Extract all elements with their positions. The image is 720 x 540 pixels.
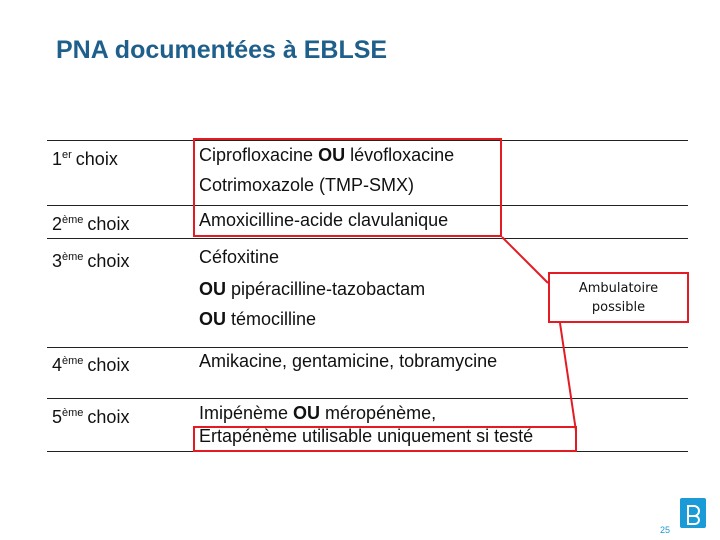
- choice-word: choix: [75, 149, 118, 169]
- treatment-text: Céfoxitine: [199, 247, 280, 267]
- treatment-text: Cotrimoxazole (TMP-SMX): [199, 175, 415, 195]
- brand-logo-icon: [680, 498, 706, 528]
- callout-line: possible: [591, 300, 646, 315]
- choice-word: choix: [87, 355, 130, 375]
- treatment-text: Amikacine, gentamicine, tobramycine: [199, 351, 498, 371]
- choice-ordinal-suffix: er: [62, 149, 72, 161]
- ambulatory-callout: [548, 272, 689, 323]
- treatment-or: OU: [318, 145, 346, 165]
- page-number: 25: [660, 525, 671, 535]
- treatment-text: Imipénème: [199, 403, 294, 423]
- treatment-text: lévofloxacine: [345, 145, 455, 165]
- treatment-or: OU: [199, 309, 226, 329]
- choice-number: 3: [52, 251, 63, 271]
- treatment-or: OU: [293, 403, 321, 423]
- choice-number: 4: [52, 355, 63, 375]
- treatment-text: Ciprofloxacine: [199, 145, 319, 165]
- treatment-text: témocilline: [226, 309, 317, 329]
- choice-number: 2: [52, 214, 63, 234]
- choice-ordinal-suffix: ème: [62, 251, 84, 263]
- treatment-text: Amoxicilline-acide clavulanique: [199, 210, 449, 230]
- callout-line: Ambulatoire: [578, 281, 659, 296]
- treatment-text: méropénème,: [320, 403, 437, 423]
- choice-ordinal-suffix: ème: [62, 407, 84, 419]
- choice-word: choix: [87, 251, 130, 271]
- treatment-text: pipéracilline-tazobactam: [226, 279, 426, 299]
- treatment-or: OU: [199, 279, 226, 299]
- choice-ordinal-suffix: ème: [62, 214, 84, 226]
- page-title: PNA documentées à EBLSE: [56, 36, 388, 64]
- choice-number: 5: [52, 407, 63, 427]
- treatment-text: Ertapénème utilisable uniquement si testé: [199, 426, 534, 446]
- choice-ordinal-suffix: ème: [62, 355, 84, 367]
- choice-word: choix: [87, 214, 130, 234]
- choice-number: 1: [52, 149, 63, 169]
- choice-word: choix: [87, 407, 130, 427]
